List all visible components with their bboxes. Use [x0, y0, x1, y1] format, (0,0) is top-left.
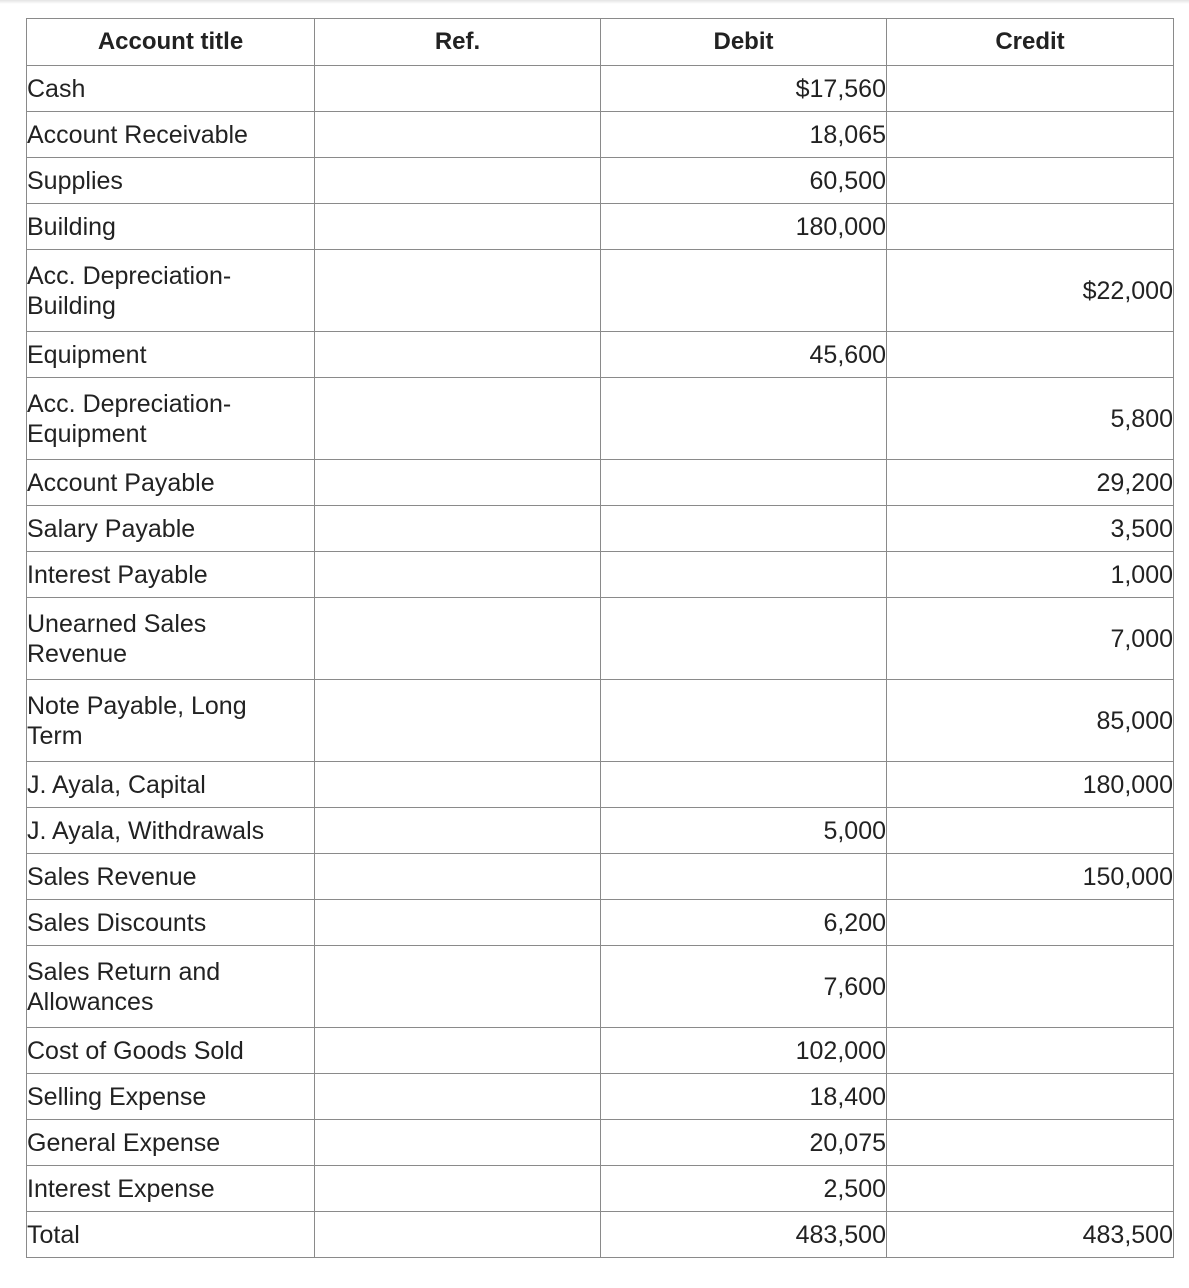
table-row: [27, 808, 1174, 854]
header-ref: Ref.: [315, 19, 601, 66]
table-row: [27, 762, 1174, 808]
credit-cell: 1,000: [887, 552, 1174, 598]
header-row: [27, 19, 1174, 66]
account-title-cell: Sales Revenue: [27, 854, 315, 900]
account-title-cell: Note Payable, Long Term: [27, 680, 315, 762]
table-row: [27, 1120, 1174, 1166]
credit-cell: [887, 1028, 1174, 1074]
account-title-cell: Cost of Goods Sold: [27, 1028, 315, 1074]
credit-cell: 85,000: [887, 680, 1174, 762]
ref-cell: [315, 946, 601, 1028]
trial-balance-table: [26, 18, 1174, 1258]
ref-cell: [315, 332, 601, 378]
account-title-cell: Sales Discounts: [27, 900, 315, 946]
debit-cell: [601, 598, 887, 680]
table-row: [27, 1028, 1174, 1074]
ref-cell: [315, 854, 601, 900]
debit-cell: [601, 506, 887, 552]
credit-cell: [887, 946, 1174, 1028]
debit-cell: 180,000: [601, 204, 887, 250]
credit-cell: 7,000: [887, 598, 1174, 680]
account-title-cell: J. Ayala, Capital: [27, 762, 315, 808]
total-credit: 483,500: [887, 1212, 1174, 1258]
account-title-cell: Building: [27, 204, 315, 250]
header-credit: Credit: [887, 19, 1174, 66]
ref-cell: [315, 112, 601, 158]
debit-cell: 60,500: [601, 158, 887, 204]
table-row: [27, 204, 1174, 250]
debit-cell: 7,600: [601, 946, 887, 1028]
ref-cell: [315, 552, 601, 598]
credit-cell: [887, 900, 1174, 946]
debit-cell: [601, 552, 887, 598]
account-title-cell: Account Payable: [27, 460, 315, 506]
ref-cell: [315, 598, 601, 680]
credit-cell: [887, 66, 1174, 112]
account-title-cell: Account Receivable: [27, 112, 315, 158]
table-row: [27, 378, 1174, 460]
header-debit: Debit: [601, 19, 887, 66]
ref-cell: [315, 250, 601, 332]
credit-cell: 150,000: [887, 854, 1174, 900]
account-title-cell: Equipment: [27, 332, 315, 378]
ref-cell: [315, 378, 601, 460]
credit-cell: 29,200: [887, 460, 1174, 506]
debit-cell: [601, 680, 887, 762]
debit-cell: 18,065: [601, 112, 887, 158]
debit-cell: [601, 460, 887, 506]
credit-cell: 3,500: [887, 506, 1174, 552]
credit-cell: [887, 1120, 1174, 1166]
table-row: [27, 112, 1174, 158]
credit-cell: $22,000: [887, 250, 1174, 332]
ref-cell: [315, 900, 601, 946]
table-row: [27, 332, 1174, 378]
account-title-cell: Unearned Sales Revenue: [27, 598, 315, 680]
table-row: [27, 900, 1174, 946]
ref-cell: [315, 158, 601, 204]
table-row: [27, 946, 1174, 1028]
table-row: [27, 1166, 1174, 1212]
credit-cell: 180,000: [887, 762, 1174, 808]
debit-cell: 18,400: [601, 1074, 887, 1120]
debit-cell: 20,075: [601, 1120, 887, 1166]
ref-cell: [315, 808, 601, 854]
ref-cell: [315, 1074, 601, 1120]
ref-cell: [315, 506, 601, 552]
top-edge-shadow: [0, 0, 1189, 4]
table-row: [27, 680, 1174, 762]
account-title-cell: Acc. Depreciation- Equipment: [27, 378, 315, 460]
account-title-cell: Supplies: [27, 158, 315, 204]
table-row: [27, 460, 1174, 506]
account-title-cell: General Expense: [27, 1120, 315, 1166]
debit-cell: [601, 854, 887, 900]
credit-cell: [887, 332, 1174, 378]
ref-cell: [315, 1212, 601, 1258]
total-row: [27, 1212, 1174, 1258]
table-row: [27, 66, 1174, 112]
debit-cell: [601, 250, 887, 332]
account-title-cell: Interest Payable: [27, 552, 315, 598]
account-title-cell: Sales Return and Allowances: [27, 946, 315, 1028]
table-row: [27, 854, 1174, 900]
credit-cell: [887, 204, 1174, 250]
credit-cell: [887, 112, 1174, 158]
credit-cell: [887, 808, 1174, 854]
table-row: [27, 158, 1174, 204]
debit-cell: [601, 762, 887, 808]
table-row: [27, 250, 1174, 332]
debit-cell: [601, 378, 887, 460]
credit-cell: [887, 1166, 1174, 1212]
debit-cell: 45,600: [601, 332, 887, 378]
table-row: [27, 598, 1174, 680]
debit-cell: 5,000: [601, 808, 887, 854]
debit-cell: 2,500: [601, 1166, 887, 1212]
header-account-title: Account title: [27, 19, 315, 66]
ref-cell: [315, 1166, 601, 1212]
table-row: [27, 506, 1174, 552]
account-title-cell: Interest Expense: [27, 1166, 315, 1212]
account-title-cell: Cash: [27, 66, 315, 112]
account-title-cell: J. Ayala, Withdrawals: [27, 808, 315, 854]
debit-cell: 6,200: [601, 900, 887, 946]
ref-cell: [315, 762, 601, 808]
debit-cell: 102,000: [601, 1028, 887, 1074]
account-title-cell: Selling Expense: [27, 1074, 315, 1120]
ref-cell: [315, 1120, 601, 1166]
total-debit: 483,500: [601, 1212, 887, 1258]
account-title-cell: Acc. Depreciation- Building: [27, 250, 315, 332]
credit-cell: [887, 158, 1174, 204]
table-row: [27, 552, 1174, 598]
ref-cell: [315, 1028, 601, 1074]
ref-cell: [315, 66, 601, 112]
account-title-cell: Salary Payable: [27, 506, 315, 552]
ref-cell: [315, 204, 601, 250]
credit-cell: [887, 1074, 1174, 1120]
table-row: [27, 1074, 1174, 1120]
ref-cell: [315, 460, 601, 506]
total-label: Total: [27, 1212, 315, 1258]
table-body: [27, 66, 1174, 1258]
credit-cell: 5,800: [887, 378, 1174, 460]
ref-cell: [315, 680, 601, 762]
debit-cell: $17,560: [601, 66, 887, 112]
